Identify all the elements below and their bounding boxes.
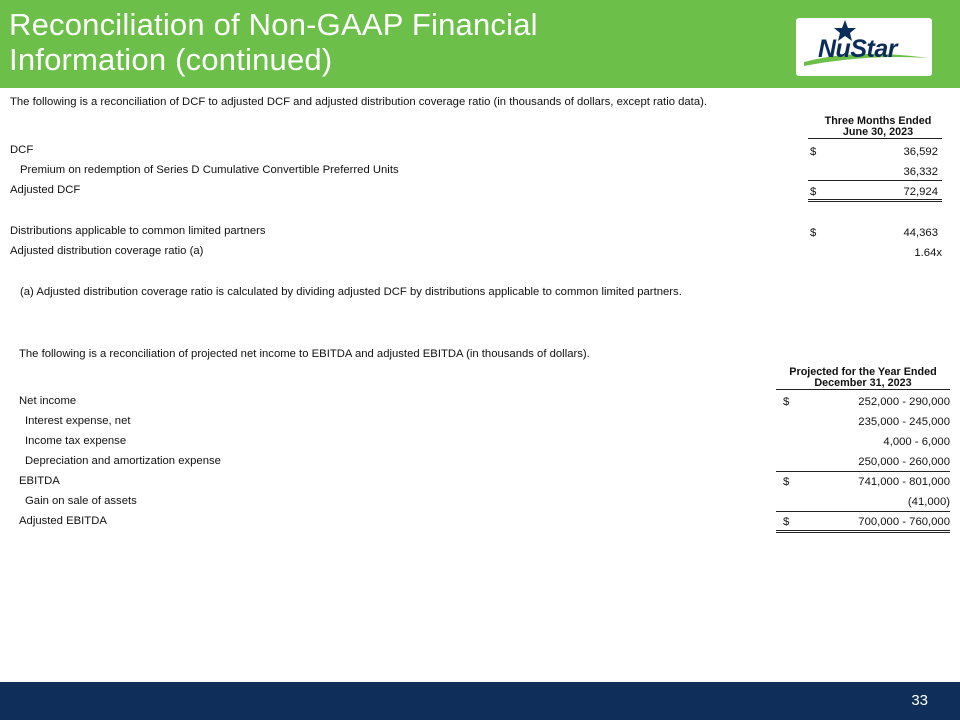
table2-row-label: Adjusted EBITDA [19, 515, 107, 527]
table2-subtotal-rule [776, 471, 950, 472]
slide-title-line-2: Information (continued) [9, 42, 333, 77]
table1-subtotal-rule [808, 180, 942, 181]
table2-row-label: EBITDA [19, 475, 60, 487]
table2-row-label: Net income [19, 395, 77, 407]
table2-row-currency: $ [783, 476, 790, 488]
table2-row-value: 252,000 - 290,000 [858, 396, 950, 408]
table2-adjust-rule [776, 511, 950, 512]
table1-row-value: 72,924 [903, 186, 938, 198]
table1-intro: The following is a reconciliation of DCF to adjusted DCF and adjusted distribution coverage ratio (in thousands of dollars, except ratio data). [10, 96, 708, 108]
table2-total-double-rule [776, 530, 950, 533]
table2-row-label: Depreciation and amortization expense [25, 455, 221, 467]
nustar-logo [796, 18, 932, 76]
table1-row-currency: $ [810, 146, 817, 158]
table1-row-value: 36,592 [903, 146, 938, 158]
table2-row-value: 700,000 - 760,000 [858, 516, 950, 528]
slide-footer [0, 682, 960, 720]
slide-title [9, 7, 709, 77]
table2-row-currency: $ [783, 396, 790, 408]
table1-row-label: Distributions applicable to common limited partners [10, 225, 266, 237]
slide-title-line-1: Reconciliation of Non-GAAP Financial [9, 7, 538, 42]
table1-row-label: Adjusted distribution coverage ratio (a) [10, 245, 204, 257]
table1-row-label: DCF [10, 144, 34, 156]
table2-column-header-line-2: December 31, 2023 [814, 377, 912, 389]
table1-total-double-rule [808, 199, 942, 202]
table1-footnote: (a) Adjusted distribution coverage ratio is calculated by dividing adjusted DCF by distributions applicable to common limited partners. [20, 286, 682, 298]
table1-header-rule [808, 138, 942, 139]
table2-column-header-line-1: Projected for the Year Ended [789, 366, 937, 378]
table2-row-value: (41,000) [907, 496, 950, 508]
table2-row-value: 741,000 - 801,000 [858, 476, 950, 488]
table1-row-currency: $ [810, 186, 817, 198]
table2-row-label: Gain on sale of assets [25, 495, 137, 507]
table2-row-label: Interest expense, net [25, 415, 131, 427]
table1-row-value: 36,332 [903, 166, 938, 178]
table1-row-value: 1.64x [914, 247, 942, 259]
table2-row-label: Income tax expense [25, 435, 127, 447]
table1-row-currency: $ [810, 227, 817, 239]
slide-header [0, 0, 960, 88]
table2-header-rule [776, 389, 950, 390]
logo-wordmark: NuStar [818, 35, 897, 63]
table1-row-value: 44,363 [903, 227, 938, 239]
table1-row-label: Adjusted DCF [10, 184, 81, 196]
table2-row-value: 235,000 - 245,000 [858, 416, 950, 428]
table1-column-header [808, 116, 948, 138]
table2-column-header [776, 367, 950, 389]
table1-column-header-line-2: June 30, 2023 [842, 126, 914, 138]
table2-row-currency: $ [783, 516, 790, 528]
table2-row-value: 250,000 - 260,000 [858, 456, 950, 468]
table1-column-header-line-1: Three Months Ended [824, 115, 932, 127]
table2-intro: The following is a reconciliation of projected net income to EBITDA and adjusted EBITDA (in thousands of dollars). [19, 348, 590, 360]
table2-row-value: 4,000 - 6,000 [883, 436, 950, 448]
page-number: 33 [911, 692, 928, 709]
table1-row-label: Premium on redemption of Series D Cumulative Convertible Preferred Units [20, 164, 399, 176]
